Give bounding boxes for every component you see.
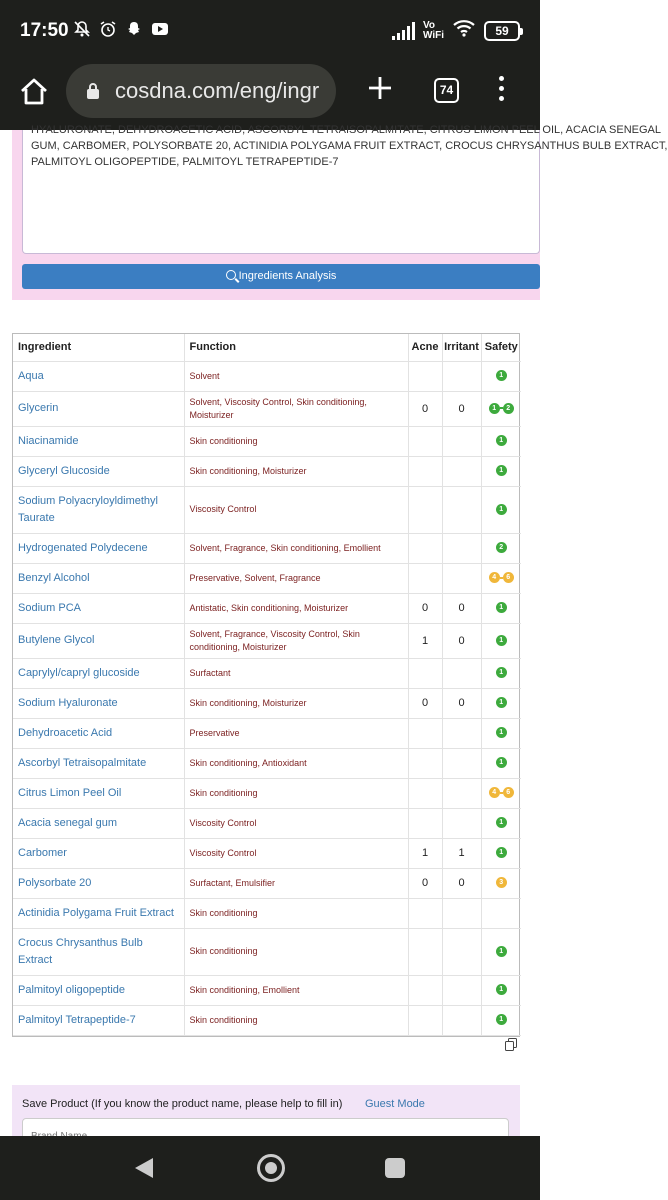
irritant-cell <box>442 658 481 688</box>
safety-badge: 1 <box>496 946 507 957</box>
ingredient-link[interactable]: Glycerin <box>13 391 184 426</box>
table-row <box>13 426 521 456</box>
table-row <box>13 688 521 718</box>
ingredients-textarea[interactable] <box>22 124 668 254</box>
header-function: Function <box>184 334 408 361</box>
acne-cell: 1 <box>408 623 442 658</box>
home-nav-button[interactable] <box>257 1154 285 1182</box>
table-header-row <box>13 334 521 361</box>
acne-cell <box>408 928 442 975</box>
alarm-clock-icon <box>98 20 118 40</box>
acne-cell: 1 <box>408 838 442 868</box>
search-icon <box>226 270 236 280</box>
irritant-cell: 0 <box>442 593 481 623</box>
browser-toolbar <box>0 62 540 130</box>
acne-cell: 0 <box>408 391 442 426</box>
acne-cell <box>408 658 442 688</box>
acne-cell <box>408 778 442 808</box>
ingredients-table <box>12 333 520 1037</box>
safety-badge: 2 <box>496 542 507 553</box>
table-row <box>13 391 521 426</box>
safety-cell <box>481 533 521 563</box>
safety-cell <box>481 658 521 688</box>
safety-cell <box>481 456 521 486</box>
safety-badge: 1 <box>496 817 507 828</box>
table-row <box>13 718 521 748</box>
header-ingredient: Ingredient <box>13 334 184 361</box>
safety-cell <box>481 718 521 748</box>
function-cell: Skin conditioning <box>184 426 408 456</box>
status-bar <box>0 0 540 62</box>
ingredient-link[interactable]: Sodium PCA <box>13 593 184 623</box>
safety-badge: 6 <box>503 572 514 583</box>
function-cell: Skin conditioning <box>184 928 408 975</box>
acne-cell <box>408 361 442 391</box>
acne-cell <box>408 975 442 1005</box>
textarea-line: HYALURONATE, DEHYDROACETIC ACID, ASCORBYL TETRAISOPALMITATE, CITRUS LIMON PEEL OIL, ACACIA SENEGAL <box>31 124 661 136</box>
status-notification-icons <box>72 20 170 40</box>
irritant-cell <box>442 975 481 1005</box>
safety-badge: 1 <box>489 403 500 414</box>
safety-cell <box>481 975 521 1005</box>
acne-cell <box>408 456 442 486</box>
irritant-cell <box>442 486 481 533</box>
save-product-title: Save Product (If you know the product name, please help to fill in) <box>22 1098 343 1110</box>
acne-cell: 0 <box>408 868 442 898</box>
textarea-line: GUM, CARBOMER, POLYSORBATE 20, ACTINIDIA POLYGAMA FRUIT EXTRACT, CROCUS CHRYSANTHUS BULB EXTRACT, <box>31 140 668 152</box>
safety-cell <box>481 593 521 623</box>
header-irritant: Irritant <box>442 334 481 361</box>
menu-dot-icon <box>499 76 504 81</box>
function-cell: Viscosity Control <box>184 808 408 838</box>
address-bar[interactable] <box>66 64 336 118</box>
ingredient-link[interactable]: Benzyl Alcohol <box>13 563 184 593</box>
safety-badge: 1 <box>496 435 507 446</box>
ingredients-analysis-button[interactable] <box>22 264 540 289</box>
header-acne: Acne <box>408 334 442 361</box>
function-cell: Viscosity Control <box>184 838 408 868</box>
ingredient-link[interactable]: Dehydroacetic Acid <box>13 718 184 748</box>
guest-mode-link[interactable]: Guest Mode <box>365 1098 425 1110</box>
safety-badge: 2 <box>503 403 514 414</box>
table-row <box>13 623 521 658</box>
table-row <box>13 486 521 533</box>
function-cell: Solvent, Fragrance, Skin conditioning, Emollient <box>184 533 408 563</box>
table-row <box>13 658 521 688</box>
safety-cell <box>481 563 521 593</box>
ingredient-link[interactable]: Sodium Polyacryloyldimethyl Taurate <box>13 486 184 533</box>
table-row <box>13 778 521 808</box>
table-row <box>13 808 521 838</box>
home-icon <box>18 76 50 108</box>
safety-badge: 1 <box>496 504 507 515</box>
table-row <box>13 563 521 593</box>
youtube-icon <box>150 20 170 40</box>
status-time: 17:50 <box>20 20 69 41</box>
function-cell: Solvent <box>184 361 408 391</box>
safety-cell <box>481 808 521 838</box>
safety-badge: 1 <box>496 370 507 381</box>
function-cell: Surfactant, Emulsifier <box>184 868 408 898</box>
table-row <box>13 456 521 486</box>
irritant-cell <box>442 748 481 778</box>
table-row <box>13 361 521 391</box>
function-cell: Preservative <box>184 718 408 748</box>
irritant-cell <box>442 456 481 486</box>
vowifi-indicator: Vo WiFi <box>422 19 444 41</box>
table-row <box>13 1005 521 1035</box>
acne-cell <box>408 898 442 928</box>
irritant-cell <box>442 1005 481 1035</box>
ingredient-link[interactable]: Polysorbate 20 <box>13 868 184 898</box>
function-cell: Skin conditioning, Emollient <box>184 975 408 1005</box>
safety-cell <box>481 688 521 718</box>
acne-cell <box>408 1005 442 1035</box>
lock-icon <box>86 82 100 99</box>
safety-badge: 1 <box>496 1014 507 1025</box>
irritant-cell <box>442 898 481 928</box>
signal-strength-icon <box>392 22 415 40</box>
home-button[interactable] <box>18 76 50 108</box>
irritant-cell: 0 <box>442 623 481 658</box>
function-cell: Skin conditioning, Moisturizer <box>184 688 408 718</box>
irritant-cell <box>442 533 481 563</box>
acne-cell <box>408 563 442 593</box>
acne-cell <box>408 748 442 778</box>
safety-badge: 4 <box>489 572 500 583</box>
table-row <box>13 868 521 898</box>
safety-badge: 1 <box>496 697 507 708</box>
function-cell: Viscosity Control <box>184 486 408 533</box>
menu-dot-icon <box>499 86 504 91</box>
overflow-menu-button[interactable] <box>496 76 506 106</box>
safety-badge: 1 <box>496 635 507 646</box>
function-cell: Solvent, Viscosity Control, Skin conditioning, Moisturizer <box>184 391 408 426</box>
ingredient-link[interactable]: Carbomer <box>13 838 184 868</box>
safety-badge: 1 <box>496 984 507 995</box>
irritant-cell: 0 <box>442 391 481 426</box>
system-navigation-bar <box>0 1136 540 1200</box>
acne-cell <box>408 718 442 748</box>
ingredient-link[interactable]: Citrus Limon Peel Oil <box>13 778 184 808</box>
ingredient-link[interactable]: Actinidia Polygama Fruit Extract <box>13 898 184 928</box>
safety-cell <box>481 928 521 975</box>
snapchat-icon <box>124 20 144 40</box>
table-row <box>13 975 521 1005</box>
safety-cell <box>481 391 521 426</box>
safety-badge: 4 <box>489 787 500 798</box>
ingredient-link[interactable]: Niacinamide <box>13 426 184 456</box>
safety-badge: 1 <box>496 757 507 768</box>
safety-badge: 3 <box>496 877 507 888</box>
menu-dot-icon <box>499 96 504 101</box>
safety-cell <box>481 361 521 391</box>
ingredient-link[interactable]: Glyceryl Glucoside <box>13 456 184 486</box>
ingredient-link[interactable]: Palmitoyl oligopeptide <box>13 975 184 1005</box>
safety-cell <box>481 778 521 808</box>
acne-cell <box>408 426 442 456</box>
acne-cell <box>408 486 442 533</box>
table-row <box>13 748 521 778</box>
ingredient-link[interactable]: Aqua <box>13 361 184 391</box>
ingredient-link[interactable]: Crocus Chrysanthus Bulb Extract <box>13 928 184 975</box>
web-page <box>0 124 668 1136</box>
ingredient-link[interactable]: Acacia senegal gum <box>13 808 184 838</box>
irritant-cell: 0 <box>442 868 481 898</box>
ingredient-link[interactable]: Hydrogenated Polydecene <box>13 533 184 563</box>
safety-cell <box>481 486 521 533</box>
ingredient-link[interactable]: Caprylyl/capryl glucoside <box>13 658 184 688</box>
safety-cell <box>481 748 521 778</box>
safety-cell <box>481 623 521 658</box>
recent-apps-button[interactable] <box>385 1158 405 1178</box>
copy-icon[interactable] <box>505 1038 517 1051</box>
safety-badge: 6 <box>503 787 514 798</box>
safety-cell <box>481 426 521 456</box>
url-text: cosdna.com/eng/ingr <box>115 78 320 103</box>
table-row <box>13 533 521 563</box>
ingredient-link[interactable]: Sodium Hyaluronate <box>13 688 184 718</box>
table-row <box>13 928 521 975</box>
function-cell: Antistatic, Skin conditioning, Moisturizer <box>184 593 408 623</box>
acne-cell <box>408 533 442 563</box>
irritant-cell <box>442 778 481 808</box>
ingredient-link[interactable]: Butylene Glycol <box>13 623 184 658</box>
acne-cell: 0 <box>408 688 442 718</box>
tab-switcher-button[interactable]: 74 <box>434 78 459 103</box>
safety-badge: 1 <box>496 465 507 476</box>
safety-cell <box>481 838 521 868</box>
function-cell: Solvent, Fragrance, Viscosity Control, Skin conditioning, Moisturizer <box>184 623 408 658</box>
function-cell: Preservative, Solvent, Fragrance <box>184 563 408 593</box>
function-cell: Skin conditioning <box>184 898 408 928</box>
safety-badge: 1 <box>496 847 507 858</box>
safety-cell <box>481 868 521 898</box>
table-row <box>13 838 521 868</box>
status-system-icons <box>392 19 520 42</box>
analysis-button-label: Ingredients Analysis <box>238 270 337 282</box>
table-row <box>13 898 521 928</box>
function-cell: Skin conditioning <box>184 778 408 808</box>
ingredient-link[interactable]: Ascorbyl Tetraisopalmitate <box>13 748 184 778</box>
irritant-cell <box>442 563 481 593</box>
irritant-cell <box>442 808 481 838</box>
battery-indicator: 59 <box>484 21 520 41</box>
function-cell: Surfactant <box>184 658 408 688</box>
muted-bell-icon <box>72 20 92 40</box>
function-cell: Skin conditioning <box>184 1005 408 1035</box>
new-tab-button[interactable] <box>366 74 394 102</box>
irritant-cell <box>442 426 481 456</box>
safety-badge: 1 <box>496 667 507 678</box>
table-row <box>13 593 521 623</box>
wifi-icon <box>452 19 476 42</box>
irritant-cell <box>442 361 481 391</box>
acne-cell <box>408 808 442 838</box>
safety-cell <box>481 898 521 928</box>
acne-cell: 0 <box>408 593 442 623</box>
ingredient-link[interactable]: Palmitoyl Tetrapeptide-7 <box>13 1005 184 1035</box>
safety-badge: 1 <box>496 727 507 738</box>
irritant-cell <box>442 718 481 748</box>
irritant-cell <box>442 928 481 975</box>
function-cell: Skin conditioning, Moisturizer <box>184 456 408 486</box>
safety-cell <box>481 1005 521 1035</box>
header-safety: Safety <box>481 334 521 361</box>
function-cell: Skin conditioning, Antioxidant <box>184 748 408 778</box>
textarea-line: PALMITOYL OLIGOPEPTIDE, PALMITOYL TETRAPEPTIDE-7 <box>31 156 339 168</box>
safety-badge: 1 <box>496 602 507 613</box>
back-icon[interactable] <box>133 1156 155 1180</box>
plus-icon <box>366 74 394 102</box>
irritant-cell: 0 <box>442 688 481 718</box>
irritant-cell: 1 <box>442 838 481 868</box>
